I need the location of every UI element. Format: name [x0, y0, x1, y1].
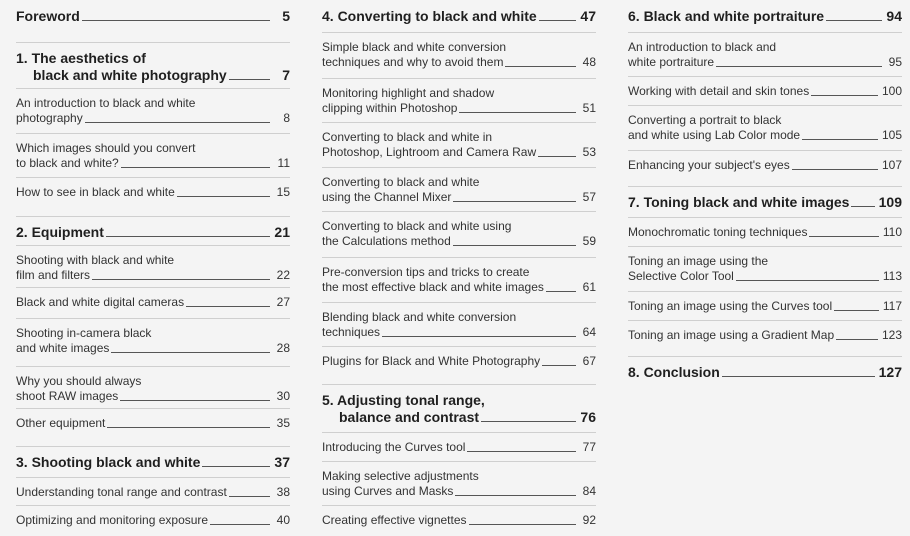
toc-entry-title: techniques and why to avoid them: [322, 55, 504, 69]
toc-page-number: 57: [582, 190, 596, 204]
toc-leader-line: [836, 339, 878, 340]
toc-separator: [628, 76, 902, 77]
toc-entry-title: Working with detail and skin tones: [628, 84, 810, 98]
toc-page-number: 127: [878, 364, 902, 380]
toc-leader-line: [467, 451, 576, 452]
toc-entry: [628, 84, 902, 99]
toc-separator: [16, 318, 290, 319]
toc-separator: [16, 177, 290, 178]
toc-entry-title: Toning an image using the: [628, 254, 769, 268]
toc-entry: [322, 175, 596, 205]
toc-page-number: 35: [276, 416, 290, 430]
toc-entry: [322, 469, 596, 499]
toc-entry-title: Converting a portrait to black: [628, 113, 782, 127]
toc-leader-line: [121, 167, 270, 168]
toc-entry: [322, 310, 596, 340]
toc-separator: [322, 122, 596, 123]
toc-entry-title: Simple black and white conversion: [322, 40, 507, 54]
toc-leader-line: [382, 336, 576, 337]
toc-entry-title: 8. Conclusion: [628, 364, 720, 380]
toc-entry-title: white portraiture: [628, 55, 715, 69]
toc-entry-title: black and white photography: [33, 67, 227, 83]
toc-entry-title: 2. Equipment: [16, 224, 104, 240]
toc-entry-title: 7. Toning black and white images: [628, 194, 850, 210]
toc-entry: [322, 86, 596, 116]
toc-entry: [628, 40, 902, 70]
toc-leader-line: [453, 201, 576, 202]
toc-leader-line: [469, 524, 576, 525]
toc-entry-title: An introduction to black and white: [16, 96, 196, 110]
toc-page-number: 5: [282, 8, 290, 24]
toc-entry-title: 1. The aesthetics of: [16, 50, 146, 66]
toc-section-heading: [16, 224, 290, 241]
toc-separator: [322, 78, 596, 79]
toc-page-number: 59: [582, 234, 596, 248]
toc-entry: [16, 485, 290, 500]
toc-entry-title: the Calculations method: [322, 234, 451, 248]
toc-separator: [16, 477, 290, 478]
toc-entry-title: Which images should you convert: [16, 141, 196, 155]
toc-separator: [16, 366, 290, 367]
toc-entry: [16, 96, 290, 126]
toc-entry: [16, 185, 290, 200]
toc-entry-title: Converting to black and white using: [322, 219, 512, 233]
toc-entry-title: Making selective adjustments: [322, 469, 479, 483]
toc-leader-line: [106, 236, 270, 237]
toc-page-number: 22: [276, 268, 290, 282]
toc-entry-title: to black and white?: [16, 156, 119, 170]
toc-leader-line: [538, 156, 576, 157]
toc-section-heading: [628, 194, 902, 211]
toc-separator: [628, 217, 902, 218]
toc-section-heading: [322, 392, 596, 426]
toc-section-heading: [16, 8, 290, 25]
toc-entry: [16, 295, 290, 310]
toc-separator: [16, 408, 290, 409]
toc-entry: [322, 354, 596, 369]
toc-leader-line: [229, 496, 270, 497]
toc-entry-title: Enhancing your subject's eyes: [628, 158, 790, 172]
toc-entry: [628, 254, 902, 284]
toc-leader-line: [792, 169, 878, 170]
toc-entry-title: Black and white digital cameras: [16, 295, 185, 309]
toc-leader-line: [481, 421, 576, 422]
toc-page-number: 110: [882, 225, 902, 239]
toc-page-number: 109: [878, 194, 902, 210]
toc-page-number: 30: [276, 389, 290, 403]
toc-entry-title: 4. Converting to black and white: [322, 8, 537, 24]
toc-leader-line: [716, 66, 882, 67]
toc-entry: [16, 374, 290, 404]
toc-leader-line: [177, 196, 270, 197]
toc-separator: [322, 302, 596, 303]
toc-entry-title: shoot RAW images: [16, 389, 119, 403]
toc-entry-title: Converting to black and white: [322, 175, 480, 189]
toc-entry-title: Toning an image using the Curves tool: [628, 299, 833, 313]
toc-page-number: 48: [582, 55, 596, 69]
toc-page-number: 8: [283, 111, 290, 125]
toc-section-heading: [628, 8, 902, 25]
toc-entry: [16, 253, 290, 283]
toc-entry-title: techniques: [322, 325, 381, 339]
toc-separator: [628, 320, 902, 321]
toc-leader-line: [82, 20, 270, 21]
toc-page-number: 47: [580, 8, 596, 24]
toc-separator: [628, 356, 902, 357]
toc-separator: [16, 42, 290, 43]
toc-entry-title: Creating effective vignettes: [322, 513, 467, 527]
toc-entry: [628, 328, 902, 343]
toc-separator: [322, 384, 596, 385]
toc-entry-title: and white images: [16, 341, 110, 355]
toc-entry: [322, 130, 596, 160]
toc-leader-line: [811, 95, 878, 96]
toc-leader-line: [826, 20, 882, 21]
toc-page-number: 53: [582, 145, 596, 159]
toc-separator: [322, 461, 596, 462]
toc-separator: [628, 150, 902, 151]
toc-page-number: 84: [582, 484, 596, 498]
toc-leader-line: [229, 79, 270, 80]
toc-entry-title: film and filters: [16, 268, 91, 282]
toc-entry: [16, 326, 290, 356]
toc-entry-title: Toning an image using a Gradient Map: [628, 328, 835, 342]
toc-entry-title: the most effective black and white images: [322, 280, 544, 294]
toc-leader-line: [834, 310, 879, 311]
toc-entry-title: Why you should always: [16, 374, 142, 388]
toc-section-heading: [16, 50, 290, 84]
toc-page-number: 100: [881, 84, 902, 98]
toc-leader-line: [455, 495, 576, 496]
toc-entry-title: clipping within Photoshop: [322, 101, 458, 115]
toc-page-number: 64: [582, 325, 596, 339]
toc-entry-title: Converting to black and white in: [322, 130, 493, 144]
toc-entry-title: using the Channel Mixer: [322, 190, 452, 204]
toc-entry-title: Introducing the Curves tool: [322, 440, 466, 454]
toc-entry-title: Foreword: [16, 8, 80, 24]
toc-separator: [16, 245, 290, 246]
toc-page-number: 105: [881, 128, 902, 142]
toc-separator: [16, 216, 290, 217]
toc-entry-title: Selective Color Tool: [628, 269, 734, 283]
toc-entry-title: Pre-conversion tips and tricks to create: [322, 265, 530, 279]
toc-separator: [16, 133, 290, 134]
toc-page-number: 51: [582, 101, 596, 115]
toc-entry-title: photography: [16, 111, 83, 125]
toc-page-number: 37: [274, 454, 290, 470]
toc-page-number: 67: [582, 354, 596, 368]
toc-page-number: 15: [276, 185, 290, 199]
toc-separator: [628, 246, 902, 247]
toc-entry: [322, 219, 596, 249]
toc-page-number: 21: [274, 224, 290, 240]
toc-separator: [628, 32, 902, 33]
toc-leader-line: [186, 306, 270, 307]
toc-page-number: 61: [582, 280, 596, 294]
toc-entry: [322, 513, 596, 528]
toc-page-number: 113: [882, 269, 902, 283]
toc-entry-title: Plugins for Black and White Photography: [322, 354, 541, 368]
toc-leader-line: [111, 352, 270, 353]
toc-entry: [16, 416, 290, 431]
toc-leader-line: [459, 112, 576, 113]
toc-section-heading: [322, 8, 596, 25]
toc-leader-line: [210, 524, 270, 525]
toc-leader-line: [802, 139, 878, 140]
toc-entry-title: Optimizing and monitoring exposure: [16, 513, 209, 527]
toc-separator: [322, 346, 596, 347]
toc-leader-line: [505, 66, 576, 67]
toc-page-number: 94: [886, 8, 902, 24]
toc-page-number: 11: [277, 156, 290, 170]
toc-entry-title: Photoshop, Lightroom and Camera Raw: [322, 145, 537, 159]
toc-entry: [322, 440, 596, 455]
toc-leader-line: [542, 365, 576, 366]
toc-separator: [628, 291, 902, 292]
toc-page-number: 92: [582, 513, 596, 527]
toc-entry-title: How to see in black and white: [16, 185, 175, 199]
toc-separator: [16, 88, 290, 89]
toc-entry: [16, 141, 290, 171]
toc-leader-line: [546, 291, 576, 292]
toc-entry-title: 6. Black and white portraiture: [628, 8, 825, 24]
toc-entry: [628, 299, 902, 314]
toc-separator: [322, 211, 596, 212]
toc-entry-title: Monochromatic toning techniques: [628, 225, 808, 239]
toc-leader-line: [202, 466, 270, 467]
toc-entry-title: Other equipment: [16, 416, 106, 430]
toc-page-number: 76: [580, 409, 596, 425]
toc-separator: [322, 257, 596, 258]
toc-page-number: 95: [888, 55, 902, 69]
toc-entry-title: and white using Lab Color mode: [628, 128, 801, 142]
toc-section-heading: [628, 364, 902, 381]
toc-leader-line: [107, 427, 270, 428]
toc-separator: [16, 287, 290, 288]
toc-entry: [322, 40, 596, 70]
toc-separator: [322, 167, 596, 168]
toc-separator: [322, 432, 596, 433]
toc-leader-line: [722, 376, 875, 377]
toc-entry: [322, 265, 596, 295]
toc-entry: [628, 225, 902, 240]
toc-entry: [628, 158, 902, 173]
toc-entry: [16, 513, 290, 528]
toc-page-number: 28: [276, 341, 290, 355]
toc-entry-title: balance and contrast: [339, 409, 480, 425]
toc-page-number: 38: [276, 485, 290, 499]
toc-separator: [16, 446, 290, 447]
toc-entry-title: Blending black and white conversion: [322, 310, 517, 324]
toc-separator: [16, 505, 290, 506]
toc-entry-title: using Curves and Masks: [322, 484, 454, 498]
toc-leader-line: [120, 400, 270, 401]
toc-entry: [628, 113, 902, 143]
toc-leader-line: [85, 122, 270, 123]
toc-entry-title: 5. Adjusting tonal range,: [322, 392, 485, 408]
toc-entry-title: Shooting with black and white: [16, 253, 175, 267]
toc-leader-line: [92, 279, 270, 280]
toc-separator: [322, 32, 596, 33]
toc-separator: [628, 186, 902, 187]
toc-section-heading: [16, 454, 290, 471]
toc-separator: [322, 505, 596, 506]
toc-leader-line: [453, 245, 576, 246]
toc-page-number: 107: [881, 158, 902, 172]
toc-entry-title: Monitoring highlight and shadow: [322, 86, 495, 100]
toc-leader-line: [736, 280, 879, 281]
toc-page-number: 123: [881, 328, 902, 342]
toc-page-number: 77: [582, 440, 596, 454]
toc-separator: [628, 105, 902, 106]
toc-page-number: 7: [282, 67, 290, 83]
toc-entry-title: An introduction to black and: [628, 40, 777, 54]
toc-entry-title: 3. Shooting black and white: [16, 454, 201, 470]
toc-leader-line: [851, 206, 874, 207]
toc-entry-title: Understanding tonal range and contrast: [16, 485, 227, 499]
toc-page-number: 27: [276, 295, 290, 309]
toc-page-number: 117: [882, 299, 902, 313]
toc-leader-line: [539, 20, 576, 21]
toc-entry-title: Shooting in-camera black: [16, 326, 152, 340]
toc-leader-line: [809, 236, 878, 237]
toc-page-number: 40: [276, 513, 290, 527]
